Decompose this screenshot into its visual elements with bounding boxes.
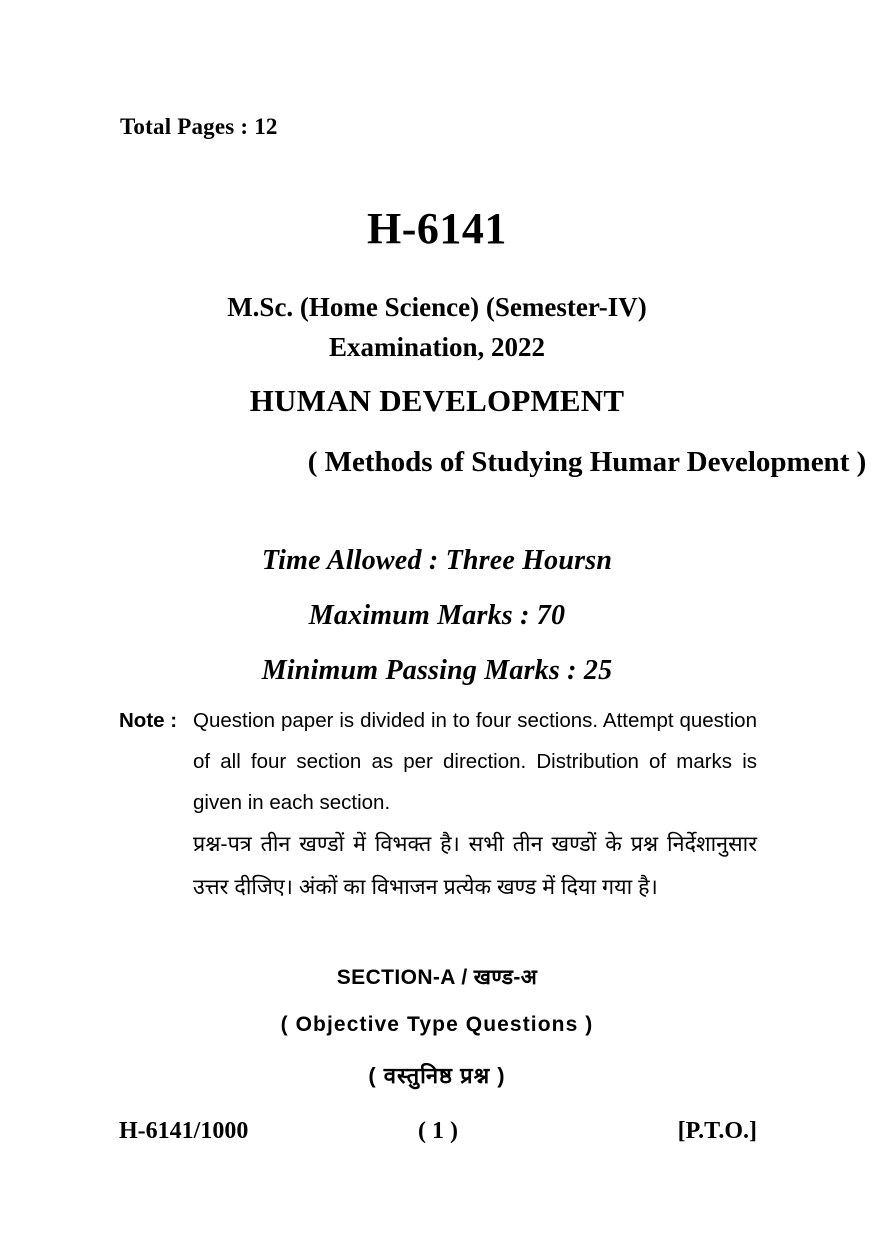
footer-page-number: ( 1 ) <box>418 1118 458 1144</box>
minimum-passing-marks: Minimum Passing Marks : 25 <box>261 655 613 686</box>
time-allowed: Time Allowed : Three Hoursn <box>261 545 613 576</box>
subject-title: HUMAN DEVELOPMENT <box>249 383 625 418</box>
note-block <box>119 700 757 823</box>
footer-paper-code: H-6141/1000 <box>119 1118 249 1144</box>
course-degree-semester: M.Sc. (Home Science) (Semester-IV) <box>227 292 647 322</box>
note-hindi-text: प्रश्न-पत्र तीन खण्डों में विभक्त है। सभी तीन खण्डों के प्रश्न निर्देशानुसार उत्तर दीजिए। अंकों का विभाजन प्रत्येक खण्ड में दिया गया है। <box>193 832 757 899</box>
total-pages-label: Total Pages : 12 <box>120 114 278 139</box>
section-a-type-hindi: ( वस्तुनिष्ठ प्रश्न ) <box>368 1063 506 1088</box>
section-a-heading: SECTION-A / खण्ड-अ <box>336 966 538 989</box>
maximum-marks: Maximum Marks : 70 <box>308 600 566 631</box>
note-english-text: Question paper is divided in to four sections. Attempt question of all four section as per direction. Distribution of marks is given in each section. <box>193 709 757 814</box>
course-name-line <box>0 288 874 367</box>
page-footer <box>119 1118 757 1152</box>
footer-pto: [P.T.O.] <box>677 1118 757 1144</box>
subject-subtitle: ( Methods of Studying Humar Development ) <box>307 446 867 478</box>
note-label: Note : <box>119 709 178 732</box>
note-english-row <box>119 700 757 823</box>
section-a-type-english: ( Objective Type Questions ) <box>280 1013 594 1036</box>
paper-code-title: H-6141 <box>367 204 507 253</box>
examination-year: Examination, 2022 <box>328 331 546 362</box>
